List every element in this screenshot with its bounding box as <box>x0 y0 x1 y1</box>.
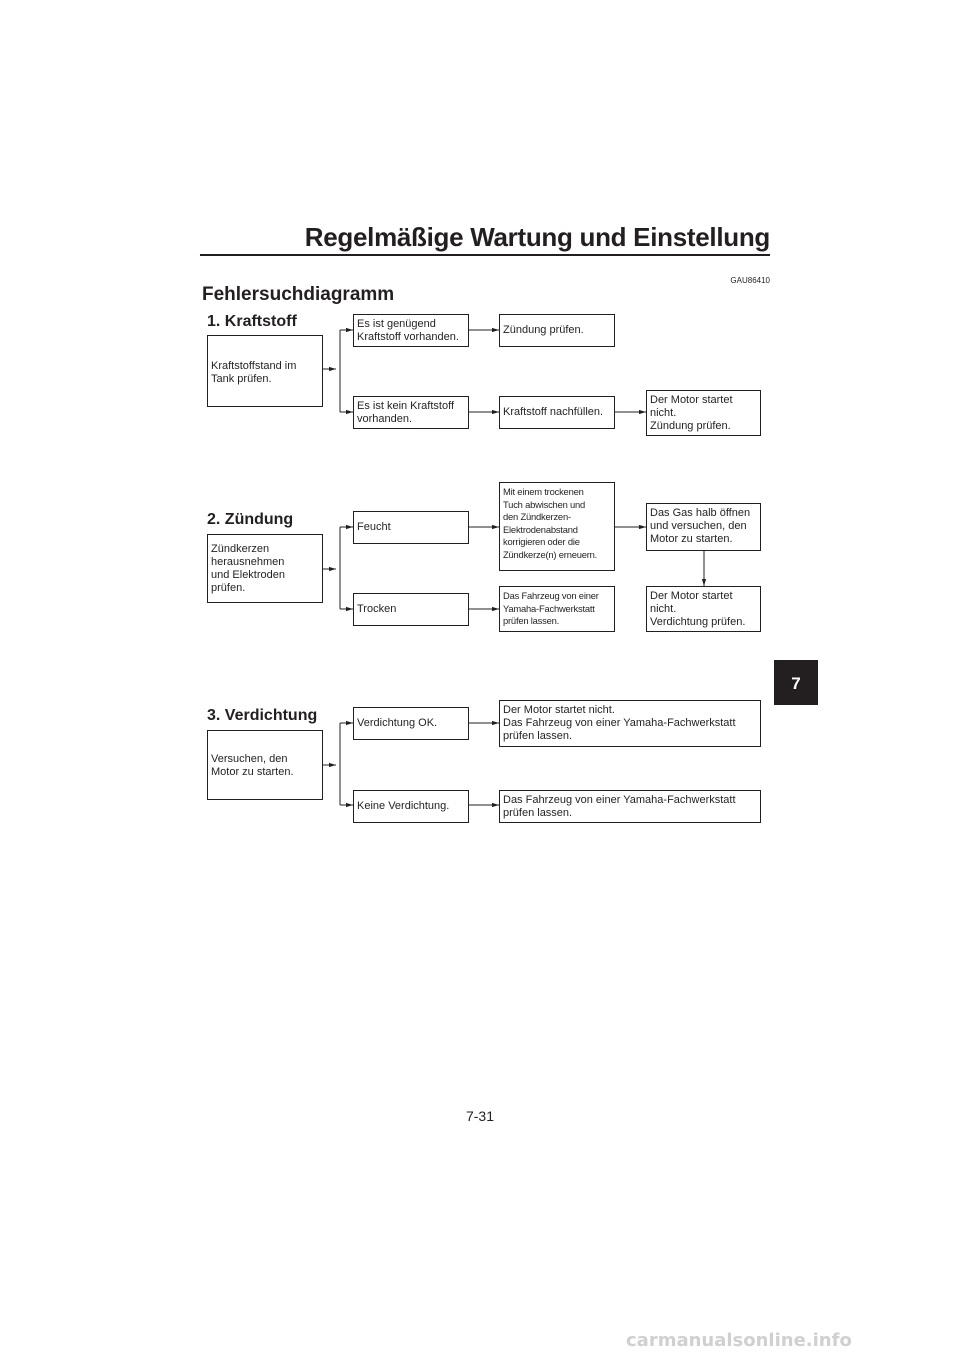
step-2-clean-plug-box: Mit einem trockenen Tuch abwischen und den Zündkerzen- Elektrodenabstand korrigieren oder die Zündkerze(n) erneuern. <box>499 482 615 571</box>
step-2-workshop-box: Das Fahrzeug von einer Yamaha-Fachwerkstatt prüfen lassen. <box>499 586 615 632</box>
step-2-wet-box: Feucht <box>353 511 469 544</box>
step-3-no-compression-box: Keine Verdichtung. <box>353 790 469 823</box>
step-1-fuel-ok-box: Es ist genügend Kraftstoff vorhanden. <box>353 314 469 347</box>
chapter-tab: 7 <box>774 660 818 705</box>
document-code: GAU86410 <box>730 276 770 285</box>
step-2-start-box: Zündkerzen herausnehmen und Elektroden prüfen. <box>207 534 323 603</box>
page-title: Regelmäßige Wartung und Einstellung <box>304 222 770 252</box>
step-3-ok-result-box: Der Motor startet nicht. Das Fahrzeug von einer Yamaha-Fachwerkstatt prüfen lassen. <box>499 700 761 747</box>
page-number: 7-31 <box>465 1108 495 1124</box>
watermark: carmanualsonline.info <box>626 1330 852 1351</box>
step-2-title: 2. Zündung <box>207 511 294 528</box>
step-1-no-fuel-box: Es ist kein Kraftstoff vorhanden. <box>353 396 469 429</box>
step-1-title: 1. Kraftstoff <box>207 313 297 330</box>
section-title: Fehlersuchdiagramm <box>202 284 395 305</box>
step-3-compression-ok-box: Verdichtung OK. <box>353 707 469 740</box>
step-2-result-box: Der Motor startet nicht. Verdichtung prüfen. <box>646 586 761 632</box>
step-3-no-compression-result-box: Das Fahrzeug von einer Yamaha-Fachwerkstatt prüfen lassen. <box>499 790 761 823</box>
step-2-dry-box: Trocken <box>353 593 469 626</box>
step-1-check-ignition-box: Zündung prüfen. <box>499 314 615 347</box>
step-2-open-throttle-box: Das Gas halb öffnen und versuchen, den Motor zu starten. <box>646 503 761 551</box>
step-3-title: 3. Verdichtung <box>207 707 318 724</box>
step-1-start-box: Kraftstoffstand im Tank prüfen. <box>207 335 323 407</box>
step-3-start-box: Versuchen, den Motor zu starten. <box>207 730 323 800</box>
step-1-refuel-box: Kraftstoff nachfüllen. <box>499 396 615 429</box>
step-1-result-box: Der Motor startet nicht. Zündung prüfen. <box>646 390 761 436</box>
